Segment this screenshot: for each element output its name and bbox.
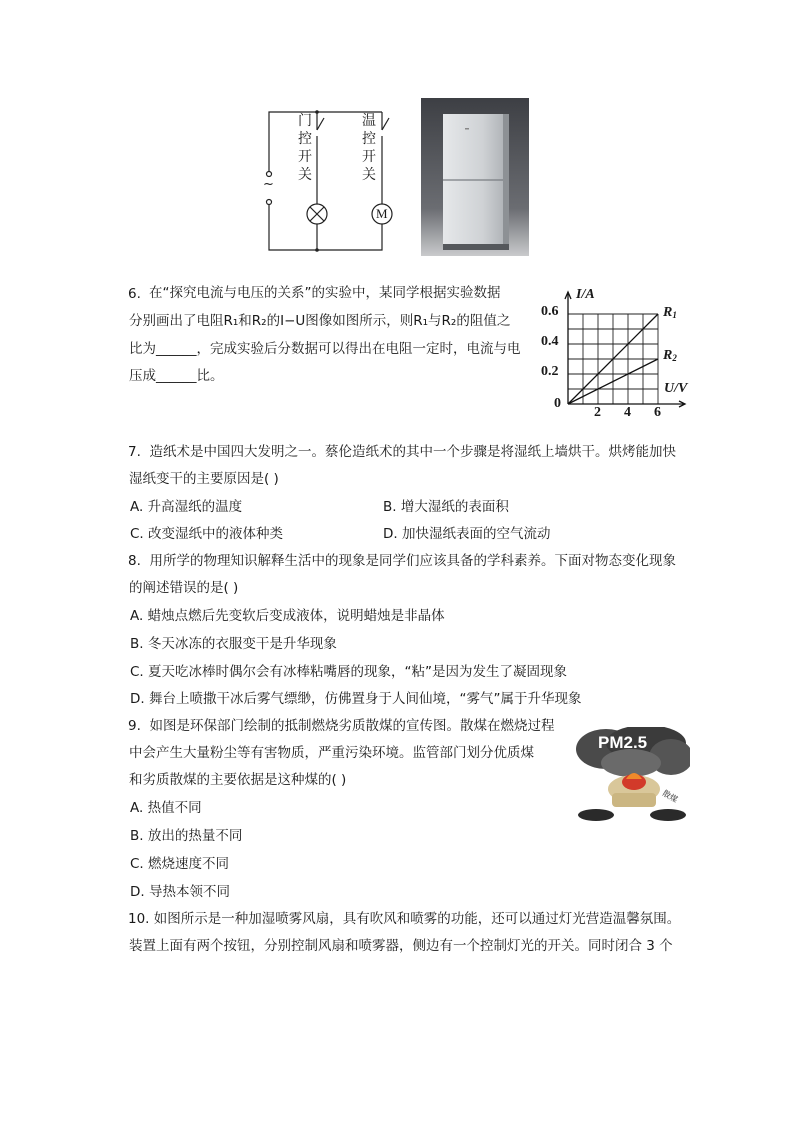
r1-label-main: R: [663, 305, 673, 320]
q9-option-a: A. 热值不同: [130, 800, 202, 816]
q7-option-a: A. 升高湿纸的温度: [130, 499, 243, 515]
q8-option-a: A. 蜡烛点燃后先变软后变成液体，说明蜡烛是非晶体: [130, 608, 445, 624]
refrigerator-photo: [421, 98, 529, 256]
q8-line-2: 的阐述错误的是( ): [129, 580, 239, 596]
q8-option-b: B. 冬天冰冻的衣服变干是升华现象: [130, 636, 337, 652]
x-axis-label: U/V: [664, 381, 688, 396]
q9-option-c: C. 燃烧速度不同: [130, 856, 230, 872]
q9-line-1: [128, 717, 554, 735]
q6-line-2: 分别画出了电阻R₁和R₂的I−U图像如图所示，则R₁与R₂的阻值之: [129, 313, 511, 329]
q8-option-d: D. 舞台上喷撒干冰后雾气缥缈，仿佛置身于人间仙境，“雾气”属于升华现象: [130, 691, 582, 707]
q8-line-1: [128, 552, 676, 570]
pm25-poster: [576, 727, 690, 824]
r1-label: [663, 305, 677, 321]
q6-line-1: 在“探究电流与电压的关系”的实验中，某同学根据实验数据: [149, 285, 501, 301]
q7-option-c: C. 改变湿纸中的液体种类: [130, 526, 284, 542]
y-axis-label: I/A: [576, 287, 595, 302]
q7-line-2: 湿纸变干的主要原因是( ): [129, 471, 279, 487]
door-switch-label: 门控开关: [298, 113, 312, 183]
y-tick-0.2: 0.2: [541, 364, 559, 379]
q7-text-1: 造纸术是中国四大发明之一。蔡伦造纸术的其中一个步骤是将湿纸上墙烘干。烘烤能加快: [149, 444, 676, 460]
q9-option-d: D. 导热本领不同: [130, 884, 230, 900]
r2-label-sub: 2: [672, 353, 677, 363]
q9-option-b: B. 放出的热量不同: [130, 828, 243, 844]
poster-pm25-text: PM2.5: [598, 733, 648, 752]
q8-number: 8.: [128, 553, 141, 569]
q9-number: 9.: [128, 718, 141, 734]
q6-line-3: 比为______，完成实验后分数据可以得出在电阻一定时，电流与电: [129, 341, 521, 357]
x-tick-2: 2: [594, 405, 601, 420]
q10-number: 10.: [128, 911, 150, 927]
iu-graph: [536, 286, 696, 424]
q10-line-1: [128, 910, 680, 928]
q9-line-3: 和劣质散煤的主要依据是这种煤的( ): [129, 772, 347, 788]
r2-label-main: R: [663, 348, 673, 363]
q7-option-b: B. 增大湿纸的表面积: [383, 499, 509, 515]
poster-tag: 散煤: [660, 788, 680, 805]
q9-text-1: 如图是环保部门绘制的抵制燃烧劣质散煤的宣传图。散煤在燃烧过程: [149, 718, 555, 734]
ac-symbol: ~: [263, 177, 274, 192]
q7-line-1: [128, 443, 676, 461]
q9-line-2: 中会产生大量粉尘等有害物质，严重污染环境。监管部门划分优质煤: [129, 745, 534, 761]
x-tick-6: 6: [654, 405, 661, 420]
q8-text-1: 用所学的物理知识解释生活中的现象是同学们应该具备的学科素养。下面对物态变化现象: [149, 553, 676, 569]
origin-label: 0: [554, 396, 561, 411]
y-tick-0.6: 0.6: [541, 304, 559, 319]
circuit-drawing: [262, 104, 402, 254]
x-tick-4: 4: [624, 405, 631, 420]
r2-label: [663, 348, 677, 364]
temp-switch-label: 温控开关: [362, 113, 376, 183]
q7-number: 7.: [128, 444, 141, 460]
q6-line-4: 压成______比。: [129, 368, 224, 384]
y-tick-0.4: 0.4: [541, 334, 559, 349]
q10-text-1: 如图所示是一种加湿喷雾风扇，具有吹风和喷雾的功能，还可以通过灯光营造温馨氛围。: [153, 911, 681, 927]
q7-option-d: D. 加快湿纸表面的空气流动: [383, 526, 551, 542]
motor-symbol: M: [376, 206, 388, 221]
circuit-diagram: [262, 104, 402, 254]
r1-label-sub: 1: [672, 310, 677, 320]
q8-option-c: C. 夏天吃冰棒时偶尔会有冰棒粘嘴唇的现象，“粘”是因为发生了凝固现象: [130, 664, 567, 680]
q6-number: 6.: [128, 286, 141, 302]
q10-line-2: 装置上面有两个按钮，分别控制风扇和喷雾器，侧边有一个控制灯光的开关。同时闭合 3 个: [129, 938, 673, 954]
